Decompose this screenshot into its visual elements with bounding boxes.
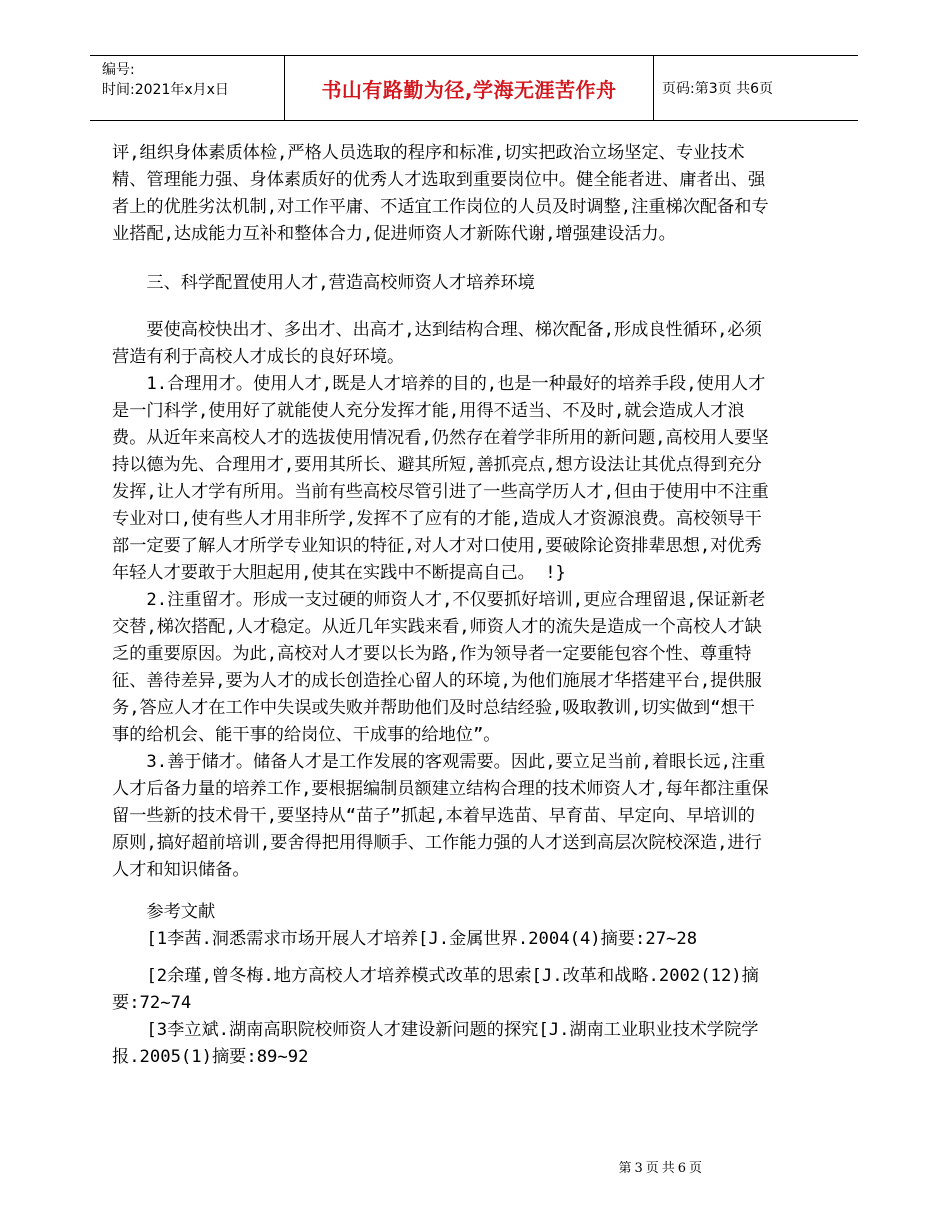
reference-2: [2余瑾,曾冬梅.地方高校人才培养模式改革的思索[J.改革和战略.2002(12)摘要:72~74 — [112, 966, 759, 1013]
header-page-number: 页码:第3页 共6页 — [662, 81, 773, 97]
page-footer: 第3页共6页 — [618, 1161, 705, 1176]
reference-3: [3李立斌.湖南高职院校师资人才建设新问题的探究[J.湖南工业职业技术学院学报.2005(1)摘要:89~92 — [112, 1020, 759, 1067]
reference-1: [1李茜.洞悉需求市场开展人才培养[J.金属世界.2004(4)摘要:27~28 — [146, 929, 698, 949]
header-meta — [90, 56, 284, 120]
document-number-label: 编号: — [102, 62, 135, 78]
paragraph-continued: 评,组织身体素质体检,严格人员选取的程序和标准,切实把政治立场坚定、专业技术精、管理能力强、身体素质好的优秀人才选取到重要岗位中。健全能者进、庸者出、强者上的优胜劣汰机制,对工作平庸、不适宜工作岗位的人员及时调整,注重梯次配备和专业搭配,达成能力互补和整体合力,促进师资人才新陈代谢,增强建设活力。 — [112, 143, 769, 244]
paragraph-retain-talent: 2.注重留才。形成一支过硬的师资人才,不仅要抓好培训,更应合理留退,保证新老交替,梯次搭配,人才稳定。从近几年实践来看,师资人才的流失是造成一个高校人才缺乏的重要原因。为此,高校对人才要以长为路,作为领导者一定要能包容个性、尊重特征、善待差异,要为人才的成长创造拴心留人的环境,为他们施展才华搭建平台,提供服务,答应人才在工作中失误或失败并帮助他们及时总结经验,吸取教训,切实做到“想干事的给机会、能干事的给岗位、干成事的给地位”。 — [112, 590, 766, 745]
section-heading-3: 三、科学配置使用人才,营造高校师资人才培养环境 — [146, 273, 535, 293]
page-header — [90, 55, 858, 121]
header-motto: 书山有路勤为径,学海无涯苦作舟 — [284, 56, 654, 120]
document-body — [112, 140, 772, 1071]
paragraph-environment: 要使高校快出才、多出才、出高才,达到结构合理、梯次配备,形成良性循环,必须营造有利于高校人才成长的良好环境。 — [112, 320, 762, 367]
paragraph-reserve-talent: 3.善于储才。储备人才是工作发展的客观需要。因此,要立足当前,着眼长远,注重人才后备力量的培养工作,要根据编制员额建立结构合理的技术师资人才,每年都注重保留一些新的技术骨干,要坚持从“苗子”抓起,本着早选苗、早育苗、早定向、早培训的原则,搞好超前培训,要舍得把用得顺手、工作能力强的人才送到高层次院校深造,进行人才和知识储备。 — [112, 752, 769, 880]
paragraph-use-talent: 1.合理用才。使用人才,既是人才培养的目的,也是一种最好的培养手段,使用人才是一门科学,使用好了就能使人充分发挥才能,用得不适当、不及时,就会造成人才浪费。从近年来高校人才的选拔使用情况看,仍然存在着学非所用的新问题,高校用人要坚持以德为先、合理用才,要用其所长、避其所短,善抓亮点,想方设法让其优点得到充分发挥,让人才学有所用。当前有些高校尽管引进了一些高学历人才,但由于使用中不注重专业对口,使有些人才用非所学,发挥不了应有的才能,造成人才资源浪费。高校领导干部一定要了解人才所学专业知识的特征,对人才对口使用,要破除论资排辈思想,对优秀年轻人才要敢于大胆起用,使其在实践中不断提高自己。 !} — [112, 374, 769, 583]
document-time-label: 时间:2021年x月x日 — [102, 82, 229, 98]
references-title: 参考文献 — [146, 902, 216, 922]
